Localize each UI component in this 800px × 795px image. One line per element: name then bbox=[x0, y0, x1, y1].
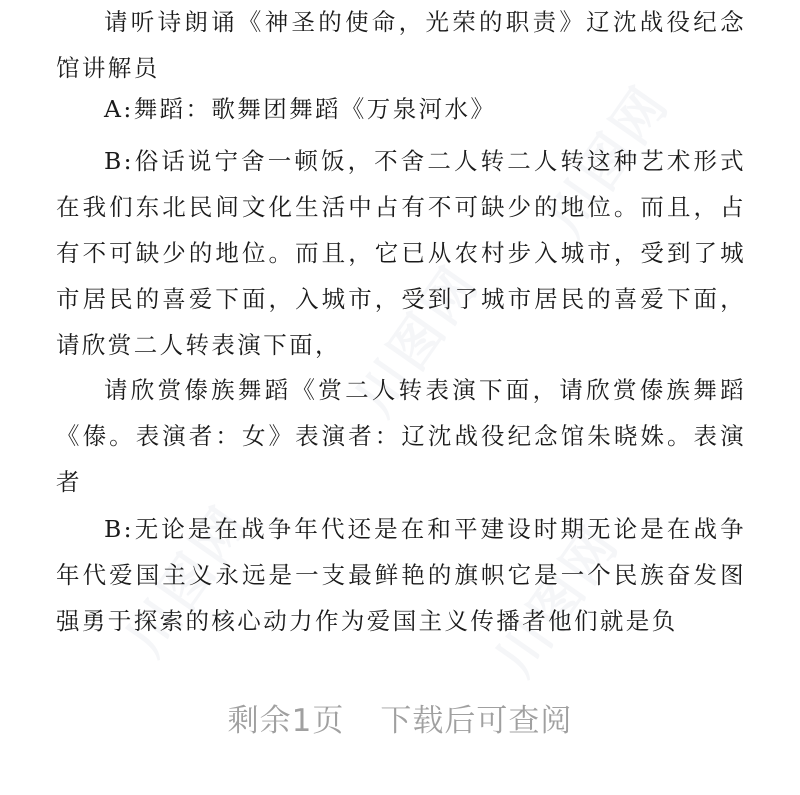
watermark: 川图网 bbox=[485, 514, 632, 687]
watermark: 川图网 bbox=[535, 74, 682, 247]
paragraph-dance-a: A:舞蹈：歌舞团舞蹈《万泉河水》 bbox=[104, 95, 497, 123]
remaining-pages-label: 剩余1页 bbox=[227, 703, 345, 739]
download-prompt[interactable] bbox=[0, 695, 800, 740]
watermark: 川图网 bbox=[115, 494, 262, 667]
paragraph-poem-recital: 请听诗朗诵《神圣的使命，光荣的职责》辽沈战役纪念馆讲解员 bbox=[56, 8, 746, 82]
download-to-view-label: 下载后可查阅 bbox=[380, 703, 573, 739]
watermark: 川图网 bbox=[345, 254, 492, 427]
paragraph-errenzhuan-b: B:俗话说宁舍一顿饭，不舍二人转二人转这种艺术形式在我们东北民间文化生活中占有不可缺少的地位。而且，占有不可缺少的地位。而且，它已从农村步入城市，受到了城市居民的喜爱下面，入城市，受到了城市居民的喜爱下面，请欣赏二人转表演下面， bbox=[56, 147, 746, 359]
paragraph-dai-dance: 请欣赏傣族舞蹈《赏二人转表演下面，请欣赏傣族舞蹈《傣。表演者：女》表演者：辽沈战役纪念馆朱晓姝。表演者 bbox=[56, 376, 746, 496]
paragraph-patriotism-b: B:无论是在战争年代还是在和平建设时期无论是在战争年代爱国主义永远是一支最鲜艳的旗帜它是一个民族奋发图强勇于探索的核心动力作为爱国主义传播者他们就是负 bbox=[56, 515, 746, 635]
